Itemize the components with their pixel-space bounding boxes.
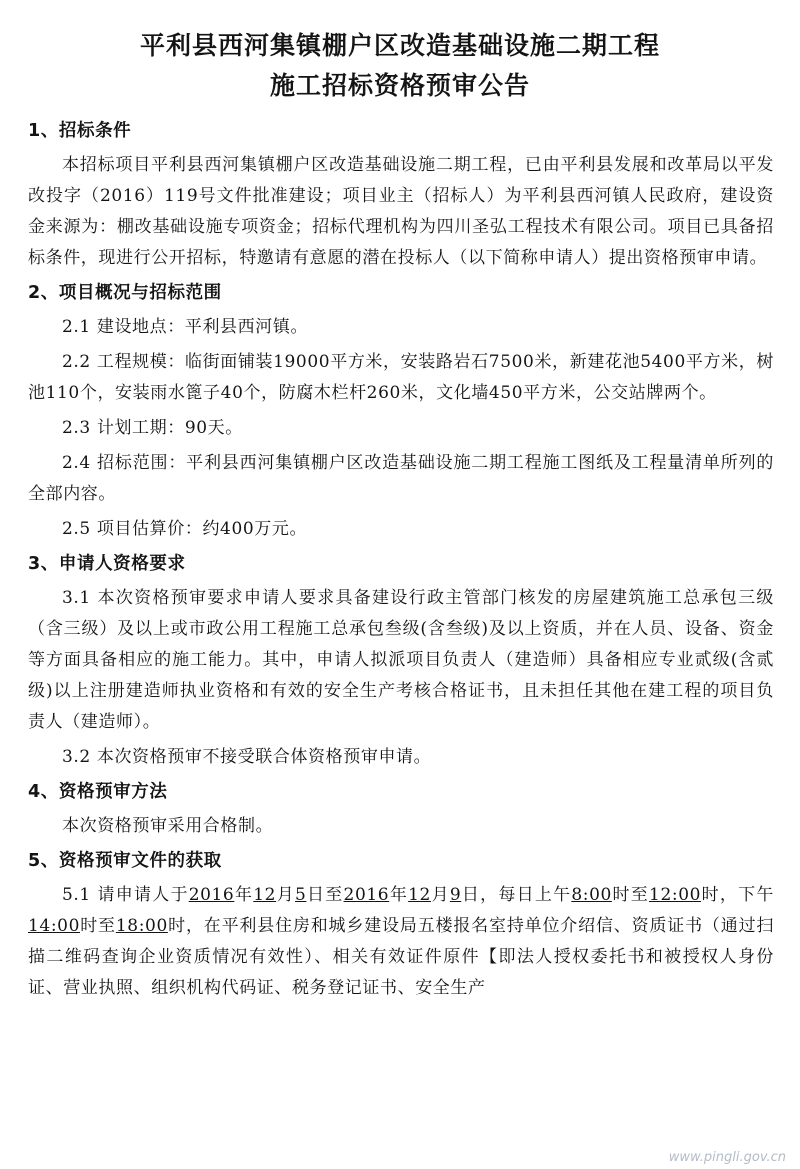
section-2-2: 2.2 工程规模：临街面铺装19000平方米，安装路岩石7500米，新建花池5400平方米，树池110个，安装雨水篦子40个，防腐木栏杆260米，文化墙450平方米，公交站牌两个。	[28, 352, 774, 403]
s5-text-b: 年	[234, 885, 254, 905]
registration-start-month: 12	[253, 885, 277, 905]
registration-start-day: 5	[294, 885, 307, 905]
s5-text-g: 日，每日上午	[461, 885, 572, 905]
document-title-line-1: 平利县西河集镇棚户区改造基础设施二期工程	[139, 31, 660, 60]
s5-text-d: 日至	[306, 885, 344, 905]
section-4-1: 本次资格预审采用合格制。	[62, 816, 274, 836]
section-2-4: 2.4 招标范围：平利县西河集镇棚户区改造基础设施二期工程施工图纸及工程量清单所列的全部内容。	[28, 453, 774, 504]
section-1-paragraph: 本招标项目平利县西河集镇棚户区改造基础设施二期工程，已由平利县发展和改革局以平发改投字（2016）119号文件批准建设；项目业主（招标人）为平利县西河镇人民政府，建设资金来源为：棚改基础设施专项资金；招标代理机构为四川圣弘工程技术有限公司。项目已具备招标条件，现进行公开招标，特邀请有意愿的潜在投标人（以下简称申请人）提出资格预审申请。	[28, 155, 774, 268]
section-3-heading: 3、申请人资格要求	[28, 554, 186, 574]
section-2-3: 2.3 计划工期：90天。	[62, 418, 243, 438]
registration-end-day: 9	[449, 885, 462, 905]
section-5-1	[28, 880, 774, 1004]
section-2-1: 2.1 建设地点：平利县西河镇。	[62, 317, 309, 337]
site-watermark: www.pingli.gov.cn	[668, 1150, 786, 1165]
s5-text-c: 月	[276, 885, 295, 905]
s5-text-h: 时至	[611, 885, 650, 905]
s5-text-a: 5.1 请申请人于	[62, 885, 189, 905]
morning-end-time: 12:00	[649, 885, 702, 905]
document-title-line-2: 施工招标资格预审公告	[269, 71, 530, 100]
section-1-heading: 1、招标条件	[28, 121, 132, 141]
section-2-heading: 2、项目概况与招标范围	[28, 283, 222, 303]
afternoon-start-time: 14:00	[28, 916, 80, 936]
registration-start-year: 2016	[188, 885, 235, 905]
s5-text-k: 时，在平利县住房和城乡建设局五楼报名室持单位介绍信、资质证书（通过扫描二维码查询企业资质情况有效性）、相关有效证件原件【即法人授权委托书和被授权人身份证、营业执照、组织机构代码证、税务登记证书、安全生产	[28, 916, 774, 998]
s5-text-j: 时至	[80, 916, 116, 936]
afternoon-end-time: 18:00	[115, 916, 168, 936]
section-3-2: 3.2 本次资格预审不接受联合体资格预审申请。	[62, 747, 432, 767]
s5-text-i: 时，下午	[701, 885, 775, 905]
document-body	[28, 112, 774, 1004]
morning-start-time: 8:00	[571, 885, 612, 905]
s5-text-e: 年	[389, 885, 409, 905]
section-3-1: 3.1 本次资格预审要求申请人要求具备建设行政主管部门核发的房屋建筑施工总承包三级（含三级）及以上或市政公用工程施工总承包叁级(含叁级)及以上资质，并在人员、设备、资金等方面具备相应的施工能力。其中，申请人拟派项目负责人（建造师）具备相应专业贰级(含贰级)以上注册建造师执业资格和有效的安全生产考核合格证书，且未担任其他在建工程的项目负责人（建造师）。	[28, 588, 774, 732]
s5-text-f: 月	[430, 885, 450, 905]
registration-end-year: 2016	[343, 885, 390, 905]
registration-end-month: 12	[408, 885, 431, 905]
section-4-heading: 4、资格预审方法	[28, 782, 168, 802]
section-2-5: 2.5 项目估算价：约400万元。	[62, 519, 308, 539]
section-5-heading: 5、资格预审文件的获取	[28, 851, 222, 871]
